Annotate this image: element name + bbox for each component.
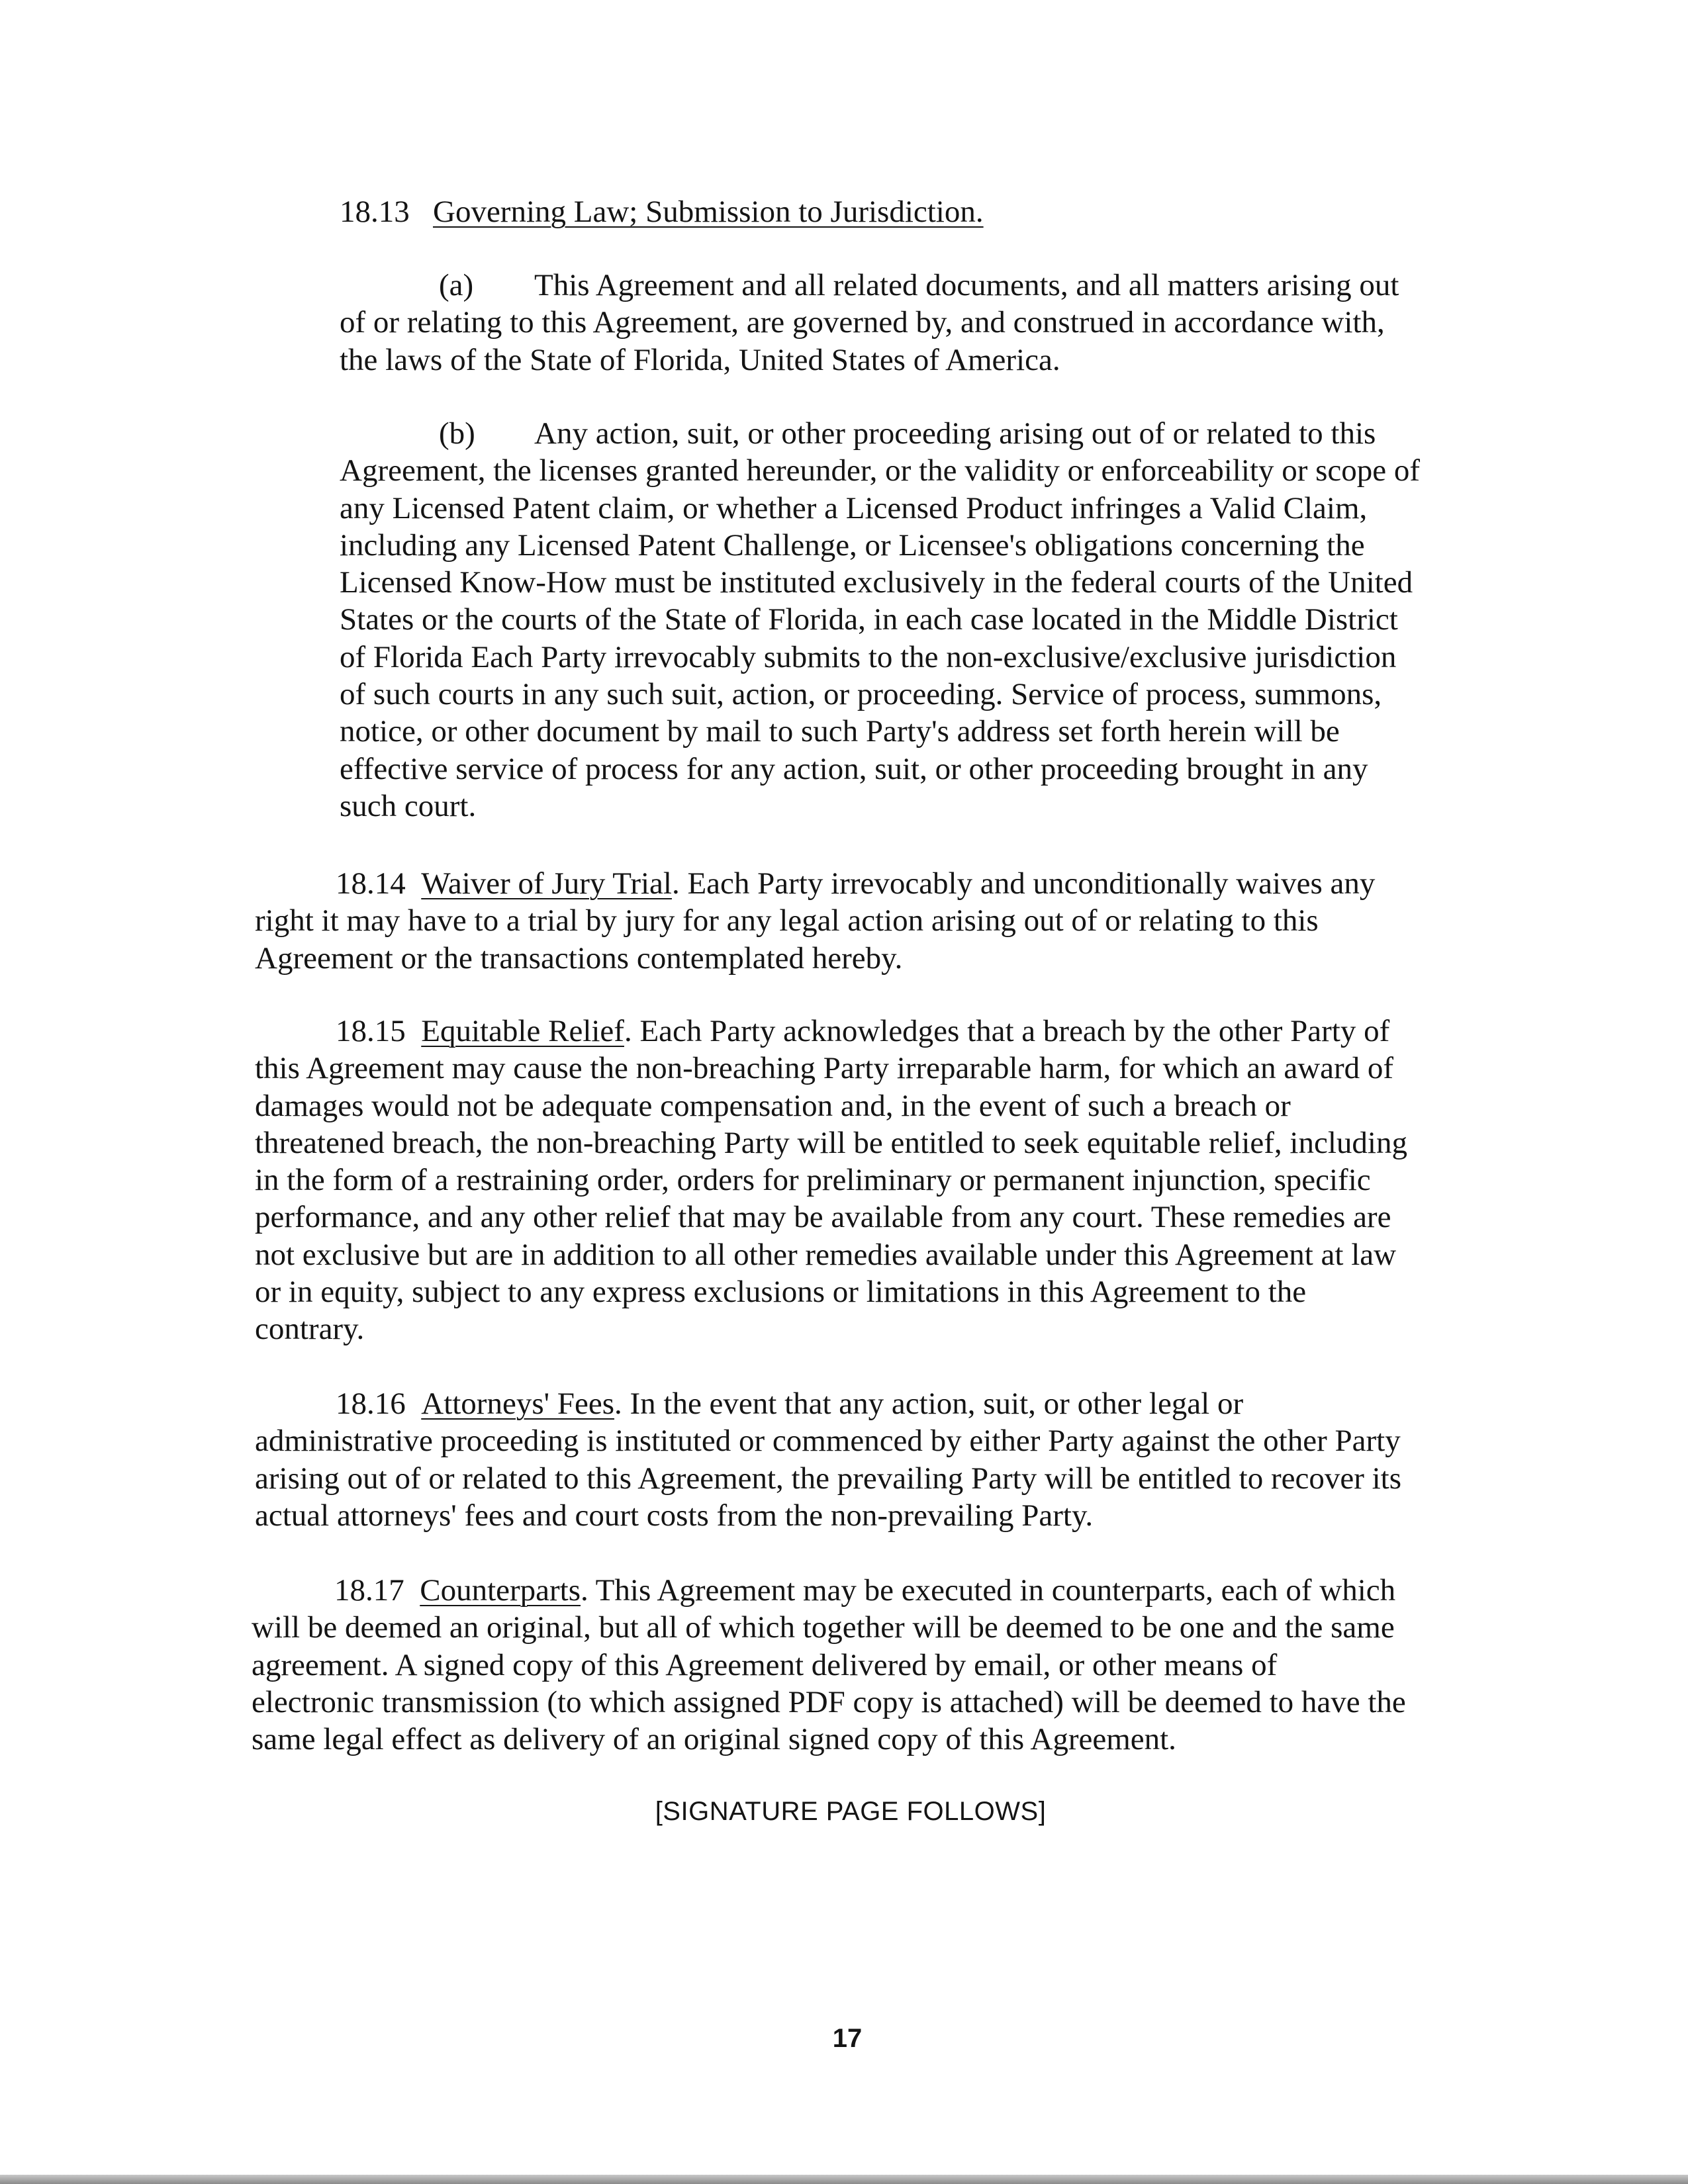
paragraph-line: electronic transmission (to which assigned PDF copy is attached) will be deemed to have the bbox=[252, 1684, 1406, 1719]
subsection-label: (b) bbox=[439, 416, 475, 451]
paragraph-line: in the form of a restraining order, orders for preliminary or permanent injunction, specific bbox=[255, 1163, 1371, 1198]
paragraph-line: effective service of process for any action, suit, or other proceeding brought in any bbox=[340, 751, 1368, 786]
section-18-14 bbox=[255, 865, 1375, 977]
paragraph-line: of or relating to this Agreement, are governed by, and construed in accordance with, bbox=[340, 305, 1385, 340]
signature-page-note: [SIGNATURE PAGE FOLLOWS] bbox=[655, 1797, 1047, 1826]
subsection-label: (a) bbox=[439, 268, 474, 302]
section-number: 18.13 bbox=[340, 195, 410, 229]
section-number: 18.15 bbox=[336, 1014, 406, 1048]
paragraph-line: including any Licensed Patent Challenge, or Licensee's obligations concerning the bbox=[340, 527, 1365, 563]
section-title: Equitable Relief bbox=[421, 1014, 624, 1048]
section-18-13-a bbox=[340, 267, 1399, 379]
section-number: 18.16 bbox=[336, 1387, 406, 1421]
paragraph-line: this Agreement may cause the non-breaching Party irreparable harm, for which an award of bbox=[255, 1051, 1394, 1086]
paragraph-line: not exclusive but are in addition to all other remedies available under this Agreement at law bbox=[255, 1237, 1397, 1272]
section-number: 18.17 bbox=[334, 1573, 404, 1608]
section-18-13-b bbox=[340, 415, 1420, 825]
paragraph-line: contrary. bbox=[255, 1312, 365, 1347]
section-18-17 bbox=[252, 1572, 1406, 1758]
paragraph-line: This Agreement and all related documents, and all matters arising out bbox=[534, 268, 1399, 302]
page-number: 17 bbox=[832, 2024, 863, 2053]
section-18-13-heading bbox=[340, 193, 984, 230]
paragraph-line: performance, and any other relief that may be available from any court. These remedies are bbox=[255, 1200, 1391, 1235]
section-18-15 bbox=[255, 1013, 1407, 1348]
section-title: Counterparts bbox=[420, 1573, 581, 1608]
paragraph-line: agreement. A signed copy of this Agreement delivered by email, or other means of bbox=[252, 1647, 1278, 1682]
section-title: Waiver of Jury Trial bbox=[421, 866, 672, 901]
paragraph-line: right it may have to a trial by jury for any legal action arising out of or relating to this bbox=[255, 903, 1319, 938]
paragraph-line: notice, or other document by mail to such Party's address set forth herein will be bbox=[340, 714, 1340, 749]
paragraph-line: . In the event that any action, suit, or other legal or bbox=[614, 1387, 1244, 1421]
paragraph-line: actual attorneys' fees and court costs from the non-prevailing Party. bbox=[255, 1498, 1094, 1533]
paragraph-line: . This Agreement may be executed in counterparts, each of which bbox=[581, 1573, 1396, 1608]
paragraph-line: the laws of the State of Florida, United States of America. bbox=[340, 342, 1060, 377]
paragraph-line: will be deemed an original, but all of which together will be deemed to be one and the same bbox=[252, 1610, 1395, 1645]
section-number: 18.14 bbox=[336, 866, 406, 901]
paragraph-line: damages would not be adequate compensation and, in the event of such a breach or bbox=[255, 1088, 1291, 1123]
paragraph-line: same legal effect as delivery of an original signed copy of this Agreement. bbox=[252, 1722, 1176, 1757]
section-18-16 bbox=[255, 1385, 1401, 1534]
paragraph-line: Agreement, the licenses granted hereunder, or the validity or enforceability or scope of bbox=[340, 453, 1421, 488]
paragraph-line: arising out of or related to this Agreement, the prevailing Party will be entitled to recover its bbox=[255, 1461, 1402, 1496]
paragraph-line: . Each Party irrevocably and unconditionally waives any bbox=[671, 866, 1376, 901]
paragraph-line: Agreement or the transactions contemplated hereby. bbox=[255, 940, 903, 976]
section-title: Attorneys' Fees bbox=[421, 1387, 614, 1421]
paragraph-line: or in equity, subject to any express exclusions or limitations in this Agreement to the bbox=[255, 1275, 1307, 1310]
paragraph-line: . Each Party acknowledges that a breach by the other Party of bbox=[624, 1014, 1390, 1048]
paragraph-line: of Florida Each Party irrevocably submits to the non-exclusive/exclusive jurisdiction bbox=[340, 639, 1397, 674]
paragraph-line: Any action, suit, or other proceeding arising out of or related to this bbox=[534, 416, 1376, 451]
paragraph-line: Licensed Know-How must be instituted exclusively in the federal courts of the United bbox=[340, 565, 1413, 600]
paragraph-line: any Licensed Patent claim, or whether a Licensed Product infringes a Valid Claim, bbox=[340, 490, 1368, 525]
paragraph-line: administrative proceeding is instituted or commenced by either Party against the other Party bbox=[255, 1424, 1401, 1459]
paragraph-line: States or the courts of the State of Florida, in each case located in the Middle District bbox=[340, 602, 1398, 637]
section-title: Governing Law; Submission to Jurisdiction. bbox=[433, 195, 984, 229]
paragraph-line: threatened breach, the non-breaching Party will be entitled to seek equitable relief, including bbox=[255, 1125, 1407, 1160]
scan-edge-divider bbox=[0, 2175, 1688, 2184]
paragraph-line: of such courts in any such suit, action, or proceeding. Service of process, summons, bbox=[340, 677, 1382, 712]
paragraph-line: such court. bbox=[340, 788, 477, 823]
